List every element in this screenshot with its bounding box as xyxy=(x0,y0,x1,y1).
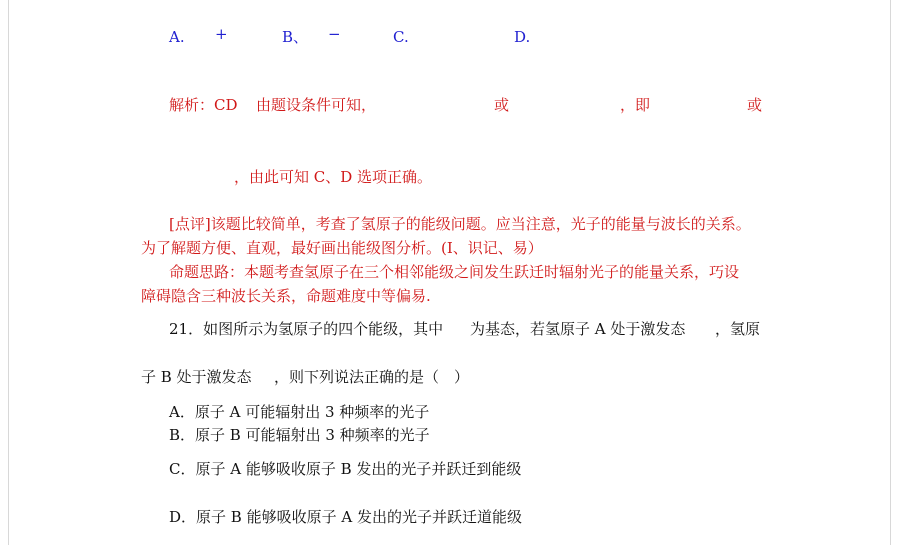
question-stem-2: 为基态，若氢原子 A 处于激发态 xyxy=(470,320,686,338)
analysis-or-1: 或 xyxy=(494,96,510,114)
page-right-border xyxy=(890,0,891,545)
analysis-text: 由题设条件可知， xyxy=(256,96,377,114)
option-b-sign: − xyxy=(328,25,341,43)
analysis-ie: ，即 xyxy=(620,96,651,114)
question-stem-4: 子 B 处于激发态 xyxy=(141,368,252,386)
analysis-label: 解析：CD xyxy=(169,96,238,114)
option-a-label: A. xyxy=(169,28,185,46)
analysis-or-2: 或 xyxy=(747,96,763,114)
question-stem-3: ，氢原 xyxy=(715,320,761,338)
question-option-a: A．原子 A 可能辐射出 3 种频率的光子 xyxy=(169,403,430,421)
comment-line-4: 障碍隐含三种波长关系，命题难度中等偏易. xyxy=(141,287,431,305)
option-c-label: C. xyxy=(393,28,409,46)
question-option-c: C．原子 A 能够吸收原子 B 发出的光子并跃迁到能级 xyxy=(169,460,522,478)
page-left-border xyxy=(8,0,9,545)
question-stem-5: ，则下列说法正确的是（ ） xyxy=(274,368,470,386)
question-option-b: B．原子 B 可能辐射出 3 种频率的光子 xyxy=(169,426,430,444)
comment-line-2: 为了解题方便、直观，最好画出能级图分析。(I、识记、易） xyxy=(141,239,543,257)
comment-line-3: 命题思路：本题考查氢原子在三个相邻能级之间发生跃迁时辐射光子的能量关系，巧设 xyxy=(169,263,740,281)
comment-line-1: [点评]该题比较简单，考查了氢原子的能级问题。应当注意，光子的能量与波长的关系。 xyxy=(169,215,751,233)
analysis-conclusion: ，由此可知 C、D 选项正确。 xyxy=(234,168,433,186)
question-option-d: D．原子 B 能够吸收原子 A 发出的光子并跃迁道能级 xyxy=(169,508,522,526)
option-d-label: D. xyxy=(514,28,531,46)
option-b-label: B、 xyxy=(282,28,309,46)
question-stem-1: 21．如图所示为氢原子的四个能级，其中 xyxy=(169,320,444,338)
option-a-sign: + xyxy=(215,25,228,43)
